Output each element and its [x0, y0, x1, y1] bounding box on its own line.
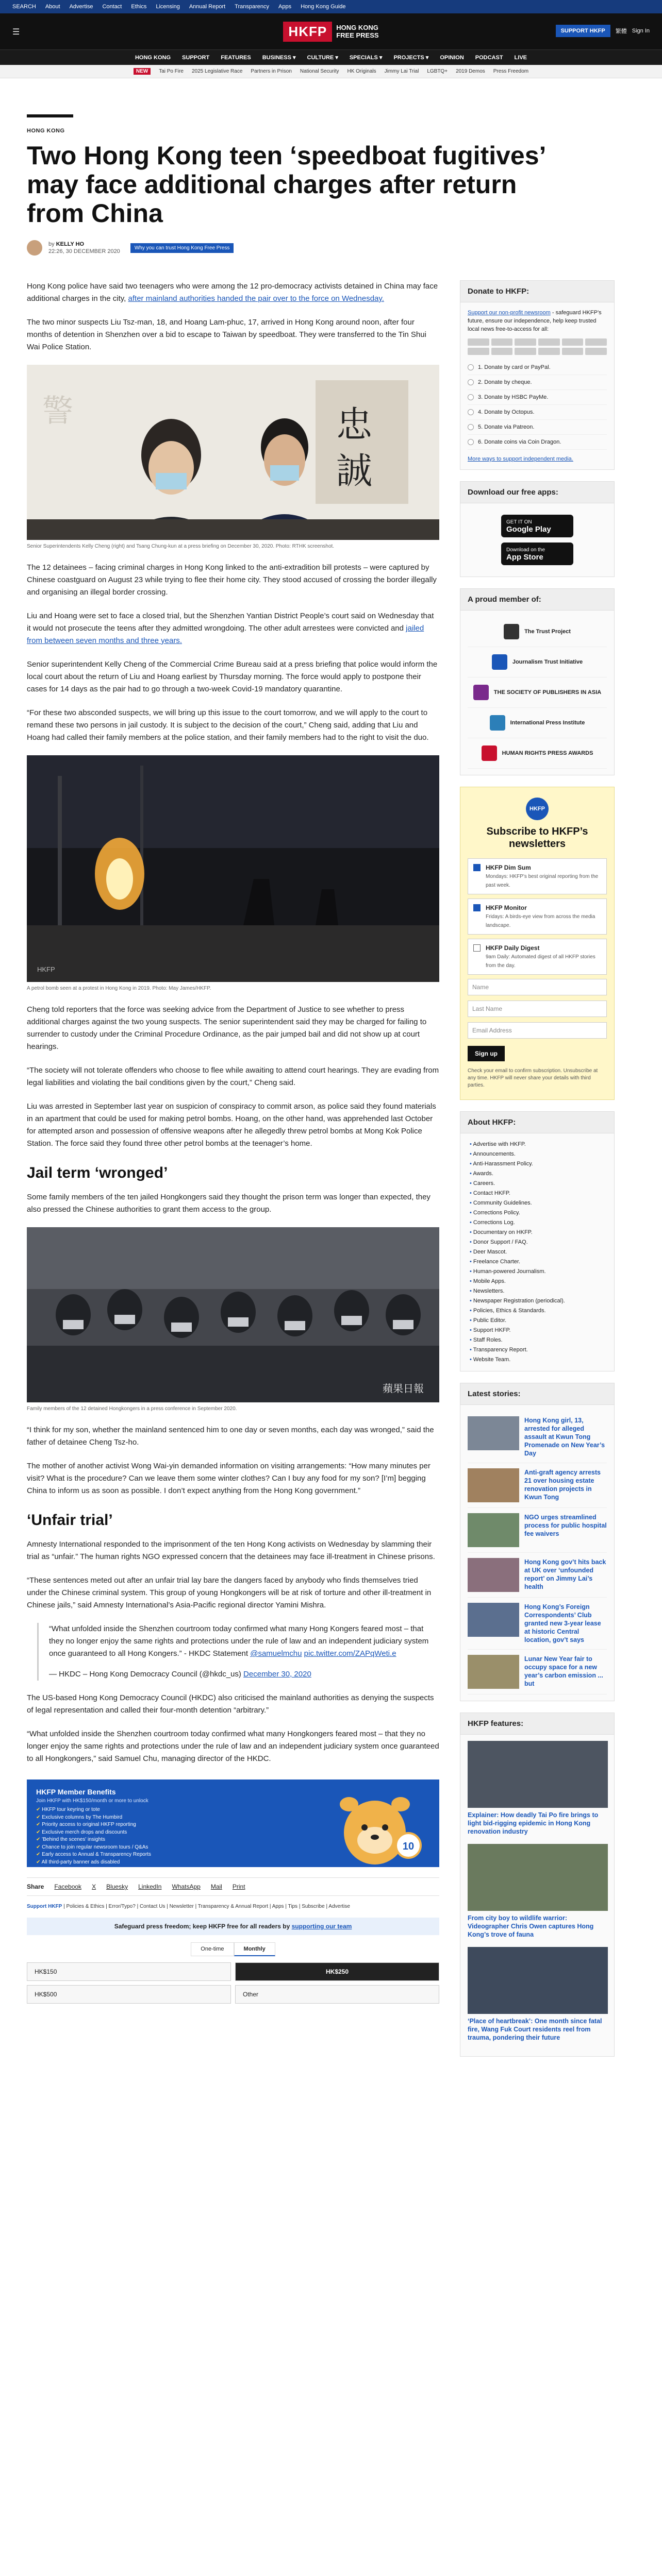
family-press-conference-photo: [27, 1227, 439, 1402]
trust-project-logo: [504, 624, 519, 639]
story-headline[interactable]: Hong Kong girl, 13, arrested for alleged assault at Kwun Tong Promenade on New Year’s Day: [524, 1417, 605, 1457]
about-link[interactable]: • Mobile Apps.: [470, 1277, 607, 1286]
about-widget: [460, 1111, 615, 1371]
paragraph: “For these two absconded suspects, we will bring up this issue to the court tomorrow, and we will apply to the court to remand these two persons in jail custody. It is subject to the decision of the court,” Cheng said, adding that Liu and Hoang had called their family members at the police station, and their family members had to the right to visit the duo.: [27, 708, 429, 742]
trust-hkfp-button[interactable]: Why you can trust Hong Kong Free Press: [130, 243, 234, 253]
header-rule: [27, 114, 73, 117]
hot-topic[interactable]: Jimmy Lai Trial: [384, 69, 419, 74]
first-name-field[interactable]: Name: [468, 979, 607, 995]
visa-icon: [468, 338, 489, 346]
logo-mark: HKFP: [283, 22, 332, 42]
amount-option[interactable]: HK$500: [27, 1985, 231, 2004]
feature-image[interactable]: [468, 1947, 608, 2014]
feature-headline[interactable]: From city boy to wildlife warrior: Videographer Chris Owen captures Hong Kong’s trove of fauna: [468, 1914, 594, 1938]
banner-title: HKFP Member Benefits: [36, 1788, 116, 1796]
deer-mascot-icon: [326, 1784, 424, 1867]
hot-topic[interactable]: Press Freedom: [493, 69, 529, 74]
benefits-list: [36, 1806, 151, 1866]
newsletter-option[interactable]: HKFP Daily Digest 9am Daily: Automated digest of all HKFP stories from the day.: [468, 939, 607, 975]
amount-option[interactable]: HK$150: [27, 1962, 231, 1981]
nav-support[interactable]: SUPPORT: [182, 54, 210, 61]
alipay-icon: [515, 348, 536, 355]
about-link[interactable]: • Awards.: [470, 1169, 607, 1179]
donate-option[interactable]: 3. Donate by HSBC PayMe.: [468, 390, 607, 405]
features-heading: HKFP features:: [460, 1713, 614, 1735]
feature-item[interactable]: [468, 1844, 607, 1939]
paragraph: Amnesty International responded to the imprisonment of the ten Hong Kong activists on Wednesday by slamming their trial as “unfair.” The human rights NGO expressed concern that the detainees may face ill-treatment in Chinese prisons.: [27, 1540, 435, 1561]
paragraph: “The society will not tolerate offenders who choose to flee while awaiting to attend court hearings. They are evading from legal liabilities and violating the bail conditions given by the court,” Cheng said.: [27, 1066, 439, 1087]
donate-heading: Donate to HKFP:: [460, 281, 614, 302]
nav-features[interactable]: FEATURES: [221, 54, 251, 61]
story-thumbnail[interactable]: [468, 1655, 519, 1689]
topbar-search[interactable]: SEARCH: [12, 4, 36, 10]
about-link[interactable]: • Policies, Ethics & Standards.: [470, 1306, 607, 1316]
ipi-logo: [490, 715, 505, 731]
article-header: [27, 78, 635, 256]
feature-image[interactable]: [468, 1741, 608, 1808]
svg-text:HKFP: HKFP: [37, 965, 55, 973]
nav-projects[interactable]: PROJECTS ▾: [393, 55, 429, 61]
paragraph: Hong Kong police have said two teenagers who were among the 12 pro-democracy activists detained in China may face additional charges in the city, after mainland authorities handed the pair over to the force on Wednesday.: [27, 282, 438, 303]
share-whatsapp[interactable]: WhatsApp: [172, 1883, 201, 1890]
press-briefing-illustration: [27, 365, 439, 540]
about-link[interactable]: • Advertise with HKFP.: [470, 1140, 607, 1149]
about-link[interactable]: • Newsletters.: [470, 1286, 607, 1296]
about-link[interactable]: • Donor Support / FAQ.: [470, 1238, 607, 1247]
radio-icon: [468, 394, 474, 400]
donate-option[interactable]: 1. Donate by card or PayPal.: [468, 360, 607, 375]
radio-icon: [468, 439, 474, 445]
donate-option[interactable]: 5. Donate via Patreon.: [468, 420, 607, 435]
support-hkfp-button[interactable]: SUPPORT HKFP: [556, 25, 610, 37]
nav-hong-kong[interactable]: HONG KONG: [135, 54, 171, 61]
amount-option-selected[interactable]: HK$250: [235, 1962, 439, 1981]
google-play-badge[interactable]: GET IT ON Google Play: [501, 515, 573, 537]
svg-text:忠: 忠: [336, 403, 372, 446]
applepay-icon: [468, 348, 489, 355]
topbar-advertise[interactable]: Advertise: [69, 4, 93, 10]
topbar-transparency[interactable]: Transparency: [235, 4, 269, 10]
sidebar: [460, 280, 615, 2068]
feature-headline[interactable]: ‘Place of heartbreak’: One month since fatal fire, Wang Fuk Court residents reel from trauma, pondering their future: [468, 2018, 602, 2041]
more-ways-link[interactable]: More ways to support independent media.: [468, 456, 573, 462]
paragraph: The 12 detainees – facing criminal charges in Hong Kong linked to the anti-extradition bill protests – were captured by Chinese coastguard on August 23 while trying to flee their home city. They stood accused of crossing the border illegally and organising an illegal border crossing.: [27, 563, 437, 597]
donate-option[interactable]: 4. Donate by Octopus.: [468, 405, 607, 420]
support-hkfp-link[interactable]: Support HKFP: [27, 1904, 62, 1909]
topbar: [0, 0, 662, 13]
nav-specials[interactable]: SPECIALS ▾: [349, 55, 383, 61]
about-link[interactable]: • Corrections Policy.: [470, 1208, 607, 1218]
member-sopa[interactable]: THE SOCIETY OF PUBLISHERS IN ASIA: [468, 677, 607, 708]
story-item[interactable]: [468, 1508, 607, 1553]
apps-widget: [460, 481, 615, 577]
topbar-ethics[interactable]: Ethics: [131, 4, 147, 10]
author-name[interactable]: KELLY HO: [56, 241, 85, 247]
story-headline[interactable]: Hong Kong’s Foreign Correspondents’ Club granted new 3-year lease at historic Central location, gov’t says: [524, 1603, 601, 1643]
hot-topic[interactable]: Tai Po Fire: [159, 69, 184, 74]
donate-option[interactable]: 6. Donate coins via Coin Dragon.: [468, 435, 607, 450]
banner-subtitle: Join HKFP with HK$150/month or more to unlock: [36, 1798, 148, 1804]
diners-icon: [585, 348, 607, 355]
safeguard-banner: Safeguard press freedom; keep HKFP free for all readers by supporting our team: [27, 1918, 439, 1935]
email-field[interactable]: Email Address: [468, 1022, 607, 1039]
about-link[interactable]: • Human-powered Journalism.: [470, 1267, 607, 1277]
last-name-field[interactable]: Last Name: [468, 1001, 607, 1017]
jti-logo: [492, 654, 507, 670]
story-item[interactable]: [468, 1463, 607, 1508]
paragraph: “I think for my son, whether the mainland sentenced him to one day or seven months, each day was wronged,” said the father of detainee Cheng Tsz-ho.: [27, 1426, 434, 1447]
tweet-attribution: — HKDC – Hong Kong Democracy Council (@hkdc_us) December 30, 2020: [49, 1670, 311, 1679]
benefit-item: ✔ Chance to join regular newsroom tours / Q&As: [36, 1844, 151, 1852]
wechat-icon: [538, 348, 560, 355]
share-x[interactable]: X: [92, 1883, 96, 1890]
share-label: Share: [27, 1883, 44, 1890]
memberships-widget: [460, 588, 615, 775]
share-mail[interactable]: Mail: [210, 1883, 222, 1890]
hot-topic[interactable]: Partners in Prison: [251, 69, 292, 74]
member-ipi[interactable]: International Press Institute: [468, 708, 607, 738]
petrol-bomb-photo: [27, 755, 439, 982]
tweet-mention[interactable]: @samuelmchu: [250, 1649, 302, 1658]
mastercard-icon: [491, 338, 513, 346]
hrpa-logo: [482, 745, 497, 761]
story-headline[interactable]: Lunar New Year fair to occupy space for a new year’s carbon emission ... but: [524, 1655, 603, 1687]
hkfp-badge-icon: HKFP: [526, 798, 549, 820]
hot-topic[interactable]: National Security: [300, 69, 339, 74]
logo-text: HONG KONG FREE PRESS: [336, 24, 379, 39]
menu-icon[interactable]: ☰: [12, 28, 20, 37]
unionpay-icon: [585, 338, 607, 346]
story-thumbnail[interactable]: [468, 1468, 519, 1502]
embedded-tweet: [37, 1623, 439, 1681]
sign-in-link[interactable]: Sign In: [632, 28, 650, 34]
story-headline[interactable]: Hong Kong gov’t hits back at UK over ‘unfounded report’ on Jimmy Lai’s health: [524, 1558, 606, 1590]
hot-topic[interactable]: HK Originals: [347, 69, 376, 74]
hot-topic[interactable]: 2025 Legislative Race: [192, 69, 243, 74]
about-link[interactable]: • Documentary on HKFP.: [470, 1228, 607, 1238]
article-category[interactable]: HONG KONG: [27, 128, 65, 134]
benefit-item: ✔ Exclusive merch drops and discounts: [36, 1829, 151, 1837]
story-headline[interactable]: Anti-graft agency arrests 21 over housing estate renovation projects in Kwun Tong: [524, 1469, 601, 1501]
photo-caption: Senior Superintendents Kelly Cheng (right) and Tsang Chung-kun at a press briefing on December 30, 2020. Photo: RTHK screenshot.: [27, 544, 335, 549]
topbar-apps[interactable]: Apps: [278, 4, 292, 10]
nav-business[interactable]: BUSINESS ▾: [262, 55, 296, 61]
paragraph: Senior superintendent Kelly Cheng of the Commercial Crime Bureau said at a press briefing that police would inform the local court about the return of Liu and Hoang earliest by Thursday morning. The force would apply to postpone their cases for 14 days as the pair had to go through a two-week Covid-19 mandatory quarantine.: [27, 660, 438, 693]
press-conference-illustration: [27, 1227, 439, 1402]
feature-item[interactable]: [468, 1947, 607, 2042]
paragraph: “What unfolded inside the Shenzhen courtroom today confirmed what many Hongkongers feared most – that they no longer enjoy the same rights and protections under the rule of law and an independent judiciary system once guaranteed to all Hongkongers,” said Samuel Chu, managing director of the HKDC.: [27, 1730, 439, 1763]
article-title: Two Hong Kong teen ‘speedboat fugitives’ may face additional charges after return from China: [27, 141, 545, 228]
radio-icon: [468, 379, 474, 385]
about-link[interactable]: • Contact HKFP.: [470, 1189, 607, 1198]
inline-link[interactable]: after mainland authorities handed the pair over to the force on Wednesday.: [128, 294, 384, 303]
benefit-item: ✔ Early access to Annual & Transparency Reports: [36, 1851, 151, 1859]
jcb-icon: [538, 338, 560, 346]
newsletter-note: Check your email to confirm subscription. Unsubscribe at any time. HKFP will never share your details with third parties.: [468, 1068, 598, 1088]
benefit-item: ✔ HKFP tour keyring or tote: [36, 1806, 151, 1814]
share-bluesky[interactable]: Bluesky: [106, 1883, 128, 1890]
nav-culture[interactable]: CULTURE ▾: [307, 55, 338, 61]
svg-text:10: 10: [402, 1841, 415, 1852]
nav-opinion[interactable]: OPINION: [440, 54, 464, 61]
share-facebook[interactable]: Facebook: [54, 1883, 82, 1890]
photo-caption: A petrol bomb seen at a protest in Hong Kong in 2019. Photo: May James/HKFP.: [27, 986, 211, 991]
tweet-text: “What unfolded inside the Shenzhen courtroom today confirmed what many Hong Kongers feared most – that they no longer enjoy the same rights and protections under the rule of law and an independent judiciary system once guaranteed to all Hong Kongers.” - HKDC Statement @samuelmchu pic.twitter.com/ZAPqWeti.e: [49, 1624, 429, 1658]
feature-image[interactable]: [468, 1844, 608, 1911]
checkbox-checked-icon[interactable]: [473, 904, 481, 911]
hot-topic[interactable]: LGBTQ+: [427, 69, 448, 74]
petrol-bomb-illustration: [27, 755, 439, 982]
story-headline[interactable]: NGO urges streamlined process for public hospital fee waivers: [524, 1514, 607, 1537]
topbar-hk-guide[interactable]: Hong Kong Guide: [301, 4, 346, 10]
member-trust-project[interactable]: The Trust Project: [468, 617, 607, 647]
photo-caption: Family members of the 12 detained Hongkongers in a press conference in September 2020.: [27, 1406, 237, 1412]
about-link[interactable]: • Freelance Charter.: [470, 1257, 607, 1267]
member-benefits-banner[interactable]: [27, 1780, 439, 1867]
topbar-licensing[interactable]: Licensing: [156, 4, 180, 10]
masthead-actions: [556, 25, 650, 37]
about-link[interactable]: • Deer Mascot.: [470, 1247, 607, 1257]
latest-stories-widget: [460, 1383, 615, 1701]
about-link[interactable]: • Staff Roles.: [470, 1335, 607, 1345]
share-linkedin[interactable]: LinkedIn: [138, 1883, 162, 1890]
paragraph: Cheng told reporters that the force was seeking advice from the Department of Justice to see whether to press additional charges against the two young suspects. The senior superintendent said they may be charged for failing to surrender to custody under the Criminal Procedure Ordinance, as the pair jumped bail and did not show up at court hearings.: [27, 1005, 427, 1051]
benefit-item: ✔ Exclusive columns by The Humbird: [36, 1814, 151, 1822]
newsletter-signup: [460, 787, 615, 1100]
press-briefing-photo: [27, 365, 439, 540]
googlepay-icon: [491, 348, 513, 355]
newsletter-option[interactable]: HKFP Monitor Fridays: A birds-eye view from across the media landscape.: [468, 899, 607, 935]
about-link[interactable]: • Anti-Harassment Policy.: [470, 1159, 607, 1169]
donate-frequency-tabs: [27, 1942, 439, 1956]
story-thumbnail[interactable]: [468, 1558, 519, 1592]
nav-podcast[interactable]: PODCAST: [475, 54, 503, 61]
language-toggle[interactable]: 繁體: [615, 28, 627, 35]
about-heading: About HKFP:: [460, 1112, 614, 1133]
footer-links: Support HKFP | Policies & Ethics | Error/Typo? | Contact Us | Newsletter | Transparency & Annual Report | Apps | Tips | Subscribe | Advertise: [27, 1904, 350, 1909]
support-team-link[interactable]: supporting our team: [291, 1923, 352, 1930]
discover-icon: [562, 348, 584, 355]
benefit-item: ✔ 'Behind the scenes' insights: [36, 1836, 151, 1844]
amex-icon: [515, 338, 536, 346]
member-hrpa[interactable]: HUMAN RIGHTS PRESS AWARDS: [468, 738, 607, 769]
newsletter-option[interactable]: HKFP Dim Sum Mondays: HKFP’s best original reporting from the past week.: [468, 858, 607, 894]
member-jti[interactable]: Journalism Trust Initiative: [468, 647, 607, 677]
story-item[interactable]: [468, 1553, 607, 1598]
main-nav: [0, 49, 662, 65]
footer-link-row-2[interactable]: Tips | Subscribe | Advertise: [288, 1904, 350, 1909]
paragraph: The two minor suspects Liu Tsz-man, 18, and Hoang Lam-phuc, 17, arrived in Hong Kong around noon, after four months of detention in Shenzhen over a bid to escape to Taiwan by speedboat. They were transferred to the Tin Shui Wai Police Station.: [27, 318, 426, 351]
about-link[interactable]: • Website Team.: [470, 1355, 607, 1365]
paypal-icon: [562, 338, 584, 346]
paragraph: “These sentences meted out after an unfair trial lay bare the dangers faced by anybody who finds themselves tried under the Chinese criminal system. This group of young Hongkongers will be at risk of torture and other ill-treatment in Chinese jails,” said Amnesty International’s Asia-Pacific regional director Yamini Mishra.: [27, 1576, 432, 1609]
story-item[interactable]: [468, 1411, 607, 1463]
publish-date: 22:26, 30 DECEMBER 2020: [48, 248, 120, 255]
sopa-logo: [473, 685, 489, 700]
nav-live[interactable]: LIVE: [514, 54, 527, 61]
section-heading: Jail term ‘wronged’: [27, 1164, 168, 1181]
svg-text:蘋果日報: 蘋果日報: [383, 1382, 424, 1395]
sign-up-button[interactable]: Sign up: [468, 1046, 505, 1061]
new-badge: NEW: [134, 68, 151, 75]
tweet-date-link[interactable]: December 30, 2020: [243, 1670, 311, 1679]
masthead: [0, 13, 662, 49]
payment-card-icons: [468, 338, 607, 355]
paragraph: Some family members of the ten jailed Hongkongers said they thought the prison term was longer than expected, they also pressed the Chinese authorities to grant them access to the group.: [27, 1193, 431, 1214]
features-widget: [460, 1713, 615, 2057]
about-link[interactable]: • Public Editor.: [470, 1316, 607, 1326]
radio-icon: [468, 364, 474, 370]
donation-amounts: [27, 1962, 439, 2004]
checkbox-icon[interactable]: [473, 944, 481, 952]
footer-link-row[interactable]: Policies & Ethics | Error/Typo? | Contact Us | Newsletter | Transparency & Annual Report | Apps: [66, 1904, 284, 1909]
story-thumbnail[interactable]: [468, 1513, 519, 1547]
amount-option[interactable]: Other: [235, 1985, 439, 2004]
topbar-contact[interactable]: Contact: [102, 4, 122, 10]
story-item[interactable]: [468, 1650, 607, 1694]
topbar-about[interactable]: About: [45, 4, 60, 10]
radio-icon: [468, 424, 474, 430]
donate-option[interactable]: 2. Donate by cheque.: [468, 375, 607, 390]
checkbox-checked-icon[interactable]: [473, 864, 481, 871]
svg-text:警: 警: [42, 393, 73, 429]
newsletter-heading: Subscribe to HKFP’s newsletters: [486, 826, 588, 850]
share-print[interactable]: Print: [232, 1883, 245, 1890]
svg-text:誠: 誠: [336, 450, 372, 492]
benefit-item: ✔ Priority access to original HKFP reporting: [36, 1821, 151, 1829]
about-links: [468, 1140, 607, 1365]
hot-topic[interactable]: 2019 Demos: [456, 69, 485, 74]
topbar-annual-report[interactable]: Annual Report: [189, 4, 226, 10]
about-link[interactable]: • Newspaper Registration (periodical).: [470, 1296, 607, 1306]
tweet-pic-link[interactable]: pic.twitter.com/ZAPqWeti.e: [304, 1649, 396, 1658]
byline: [27, 240, 635, 256]
author-avatar: [27, 240, 42, 256]
app-store-badge[interactable]: Download on the App Store: [501, 543, 573, 565]
radio-icon: [468, 409, 474, 415]
about-link[interactable]: • Announcements.: [470, 1149, 607, 1159]
latest-heading: Latest stories:: [460, 1383, 614, 1405]
memberships-heading: A proud member of:: [460, 589, 614, 611]
donate-widget: [460, 280, 615, 470]
benefit-item: ✔ All third-party banner ads disabled: [36, 1859, 151, 1867]
feature-headline[interactable]: Explainer: How deadly Tai Po fire brings to light bid-rigging epidemic in Hong Kong renovation industry: [468, 1811, 599, 1835]
paragraph: Liu was arrested in September last year on suspicion of conspiracy to commit arson, as police said they found materials in an apartment that could be used for making petrol bombs. Hoang, on the other hand, was apprehended last October for attempted arson and possession of offensive weapons after he allegedly threw petrol bombs at Mong Kok Police Station. The force said they found three other petrol bombs at the teenager’s home.: [27, 1102, 436, 1148]
author-info: by KELLY HO 22:26, 30 DECEMBER 2020: [48, 241, 120, 255]
donate-intro: Support our non-profit newsroom - safeguard HKFP’s future, ensure our independence, help keep trusted local news free-to-access for all:: [468, 310, 602, 332]
about-link[interactable]: • Transparency Report.: [470, 1345, 607, 1355]
feature-item[interactable]: [468, 1741, 607, 1836]
paragraph: The US-based Hong Kong Democracy Council (HKDC) also criticised the mainland authorities as denying the suspects of legal representation and called their four-month detention “arbitrary.”: [27, 1693, 434, 1715]
story-thumbnail[interactable]: [468, 1603, 519, 1637]
site-logo[interactable]: [283, 22, 378, 42]
article-body: [27, 280, 439, 2004]
section-heading: ‘Unfair trial’: [27, 1512, 113, 1529]
apps-heading: Download our free apps:: [460, 482, 614, 503]
tab-monthly[interactable]: Monthly: [234, 1942, 275, 1956]
story-item[interactable]: [468, 1598, 607, 1650]
hot-topics-bar: [0, 65, 662, 78]
about-link[interactable]: • Careers.: [470, 1179, 607, 1189]
content-columns: [27, 280, 635, 2068]
tab-one-time[interactable]: One-time: [191, 1942, 234, 1956]
about-link[interactable]: • Community Guidelines.: [470, 1198, 607, 1208]
about-link[interactable]: • Support HKFP.: [470, 1326, 607, 1335]
paragraph: Liu and Hoang were set to face a closed trial, but the Shenzhen Yantian District People’s court said on Wednesday that it would not prosecute the teens after they admitted wrongdoing. The other adult arrestees were convicted and jailed from between seven months and three years.: [27, 612, 434, 645]
story-thumbnail[interactable]: [468, 1416, 519, 1450]
inline-link[interactable]: jailed from between seven months and three years.: [27, 624, 424, 645]
about-link[interactable]: • Corrections Log.: [470, 1218, 607, 1228]
paragraph: The mother of another activist Wong Wai-yin demanded information on visiting arrangements: “How many minutes per visit? What is the procedure? Can we leave them some winter clothes? Can I buy any food for my son? [I’m] begging China to inform us as soon as possible. I don’t expect anything from the Hong Kong government.”: [27, 1462, 431, 1495]
support-newsroom-link[interactable]: Support our non-profit newsroom: [468, 310, 551, 316]
page-content: [27, 78, 635, 2068]
share-bar: [27, 1877, 439, 1896]
